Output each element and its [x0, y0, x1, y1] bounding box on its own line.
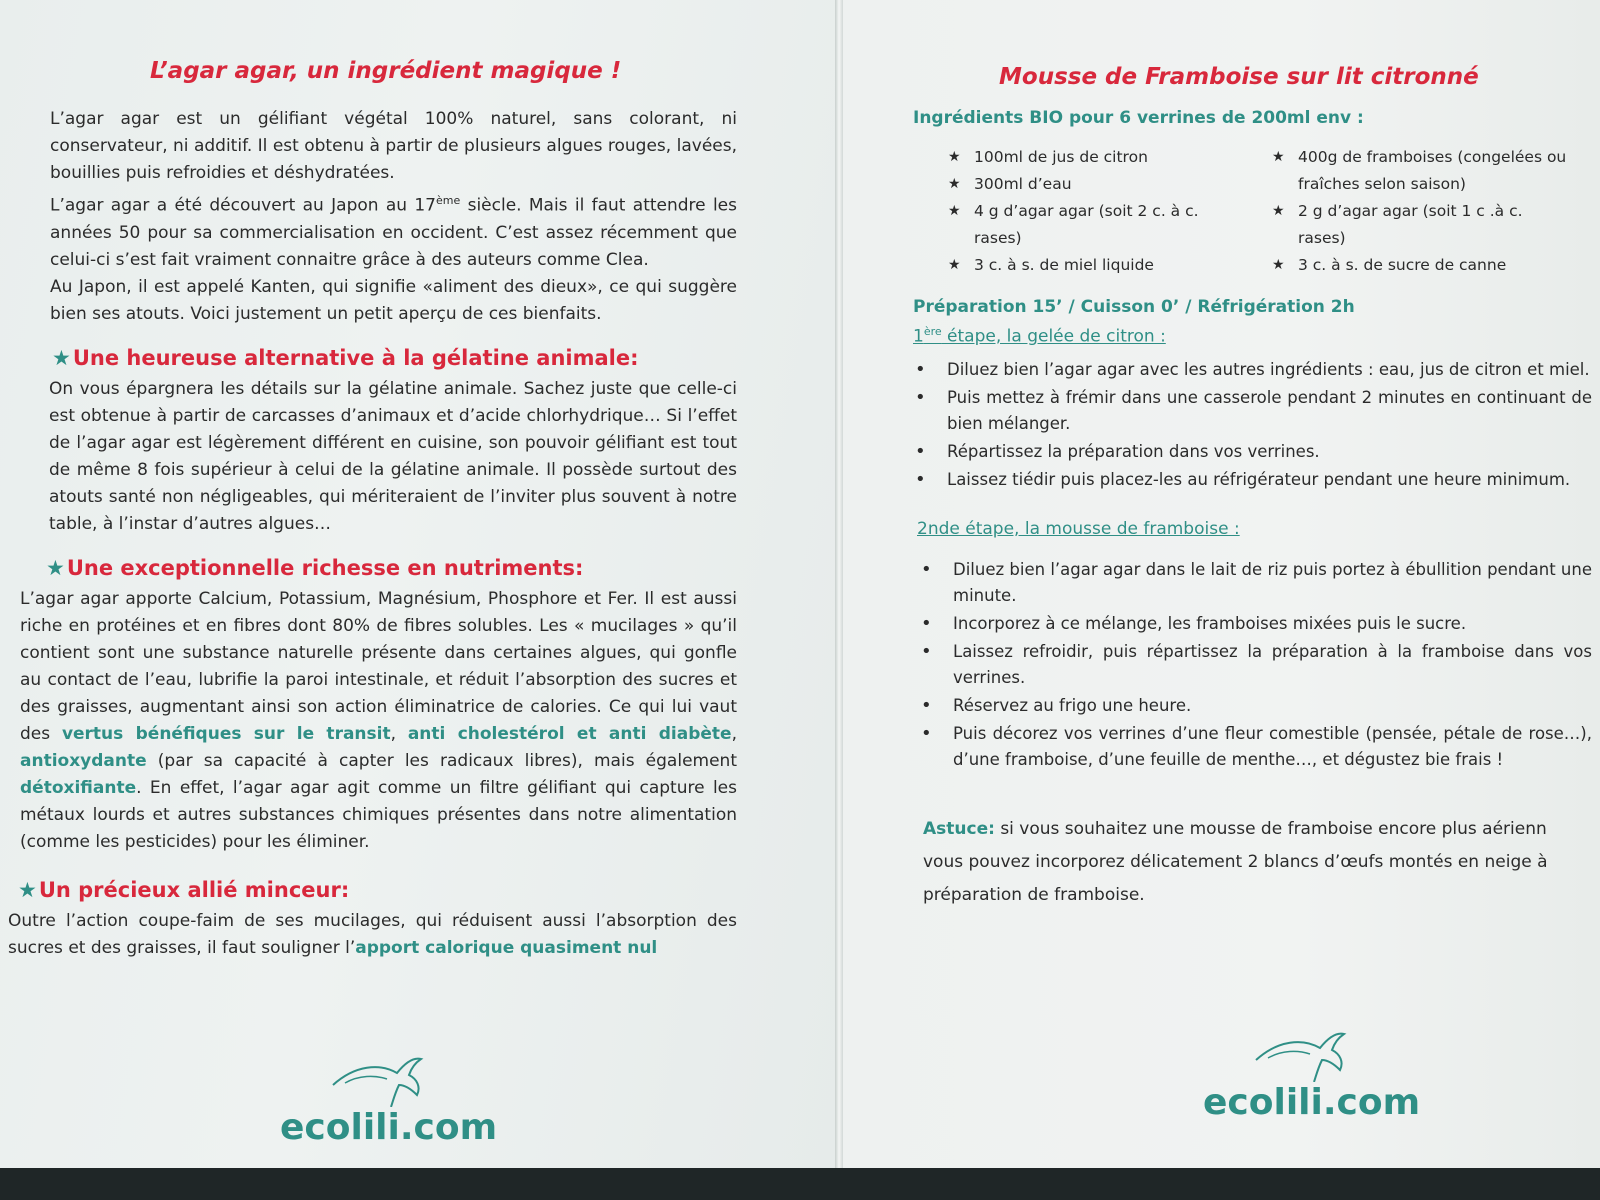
bottom-shadow: [0, 1168, 1600, 1200]
text-run: ,: [390, 723, 408, 744]
ingredient-text: 300ml d’eau: [974, 175, 1072, 193]
step1-number: 1: [913, 326, 924, 347]
star-icon: ★: [1272, 257, 1285, 273]
section-heading-text: Un précieux allié minceur:: [38, 877, 350, 902]
left-logo: [280, 1045, 498, 1148]
highlight-calorique: apport calorique quasiment nul: [355, 937, 658, 958]
section-text-minceur: [8, 908, 737, 962]
ingredient-item: [948, 198, 1248, 252]
ingredient-item: [1272, 252, 1572, 279]
intro-text-a: L’agar agar a été découvert au Japon au 17: [50, 195, 436, 216]
step1-heading: [913, 325, 1592, 347]
list-item: • Puis mettez à frémir dans une casserole pendant 2 minutes en continuant de bien mélanger.: [913, 385, 1592, 437]
ingredient-item: [948, 144, 1248, 171]
section-heading-nutriments: [18, 556, 737, 580]
star-icon: ★: [52, 345, 71, 370]
section-heading-text: Une heureuse alternative à la gélatine animale:: [72, 345, 639, 370]
step1-superscript: ère: [923, 325, 942, 338]
highlight-transit: vertus bénéfiques sur le transit: [61, 723, 391, 744]
intro-paragraph-1: L’agar agar est un gélifiant végétal 100% naturel, sans colorant, ni conservateur, ni additif. Il est obtenu à partir de plusieurs algues rouges, lavées, bouillies puis refroidies et déshydratées.: [50, 109, 737, 183]
page-gutter: [835, 0, 843, 1185]
list-item: • Diluez bien l’agar agar avec les autres ingrédients : eau, jus de citron et miel.: [913, 357, 1592, 383]
right-logo: [1203, 1020, 1421, 1123]
ingredient-text: 4 g d’agar agar (soit 2 c. à c. rases): [974, 202, 1199, 247]
astuce-tip: [923, 813, 1592, 912]
intro-text-b: siècle. Mais il faut attendre les années 50 pour sa commercialisation en occident. C’est assez récemment que celui-ci s’est fait vraiment connaitre grâce à des auteurs comme Clea.: [50, 195, 737, 270]
ingredients-grid: [948, 144, 1592, 279]
ingredient-text: 3 c. à s. de miel liquide: [974, 256, 1154, 274]
section-text-nutriments: [18, 586, 737, 856]
ingredients-column-raspberry: [1272, 144, 1572, 279]
ingredient-item: [1272, 198, 1572, 252]
star-icon: ★: [948, 149, 961, 165]
intro-paragraph-2: [18, 187, 737, 274]
ingredients-title: Ingrédients BIO pour 6 verrines de 200ml env :: [913, 108, 1364, 128]
logo-text: ecolili.com: [1203, 1082, 1421, 1123]
preparation-times: Préparation 15’ / Cuisson 0’ / Réfrigération 2h: [913, 297, 1355, 317]
step2-heading: 2nde étape, la mousse de framboise :: [917, 518, 1240, 539]
star-icon: ★: [948, 257, 961, 273]
list-item: • Incorporez à ce mélange, les framboises mixées puis le sucre.: [919, 611, 1592, 637]
list-item: • Puis décorez vos verrines d’une fleur comestible (pensée, pétale de rose…), d’une framboise, d’une feuille de menthe…, et dégustez bie frais !: [919, 721, 1592, 773]
star-icon: ★: [1272, 149, 1285, 165]
astuce-text: si vous souhaitez une mousse de framboise encore plus aérienn vous pouvez incorporez délicatement 2 blancs d’œufs montés en neige à préparation de framboise.: [923, 818, 1548, 905]
text-run: L’agar agar apporte Calcium, Potassium, Magnésium, Phosphore et Fer. Il est aussi riche en protéines et en fibres dont 80% de fibres solubles. Les « mucilages » qu’il contient sont une substance naturelle présente dans certaines algues, qui gonfle au contact de l’eau, lubrifie la paroi intestinale, et réduit l’absorption des sucres et des graisses, augmentant ainsi son action éliminatrice de calories. Ce qui lui vaut des: [20, 588, 737, 744]
ingredient-item: [948, 252, 1248, 279]
ingredient-item: [948, 171, 1248, 198]
hummingbird-logo-icon: [325, 1045, 435, 1107]
star-icon: ★: [948, 176, 961, 192]
section-heading-minceur: [18, 878, 737, 902]
star-icon: ★: [46, 555, 65, 580]
star-icon: ★: [948, 203, 961, 219]
ingredient-text: 3 c. à s. de sucre de canne: [1298, 256, 1507, 274]
list-item: • Laissez tiédir puis placez-les au réfrigérateur pendant une heure minimum.: [913, 467, 1592, 493]
text-run: ,: [731, 723, 737, 744]
list-item: • Répartissez la préparation dans vos verrines.: [913, 439, 1592, 465]
ingredients-column-lemon: [948, 144, 1248, 279]
highlight-cholesterol: anti cholestérol et anti diabète: [407, 723, 732, 744]
section-heading-gelatine: [18, 346, 737, 370]
step1-text: étape, la gelée de citron :: [941, 326, 1166, 347]
right-page: [843, 0, 1600, 1185]
text-run: (par sa capacité à capter les radicaux libres), mais également: [146, 750, 737, 771]
hummingbird-logo-icon: [1248, 1020, 1358, 1082]
list-item: • Diluez bien l’agar agar dans le lait de riz puis portez à ébullition pendant une minute.: [919, 557, 1592, 609]
ingredient-text: 2 g d’agar agar (soit 1 c .à c. rases): [1298, 202, 1523, 247]
step2-list: [913, 557, 1592, 773]
recipe-title: Mousse de Framboise sur lit citronné: [999, 64, 1479, 90]
section-heading-text: Une exceptionnelle richesse en nutriments:: [66, 555, 584, 580]
ingredient-item: [1272, 144, 1572, 198]
intro-paragraph-3: Au Japon, il est appelé Kanten, qui signifie «aliment des dieux», ce qui suggère bien ses atouts. Voici justement un petit aperçu de ces bienfaits.: [50, 276, 737, 324]
text-run: Outre l’action coupe-faim de ses mucilages, qui réduisent aussi l’absorption des sucres et des graisses, il faut souligner l’: [8, 910, 737, 958]
list-item: • Réservez au frigo une heure.: [919, 693, 1592, 719]
step1-list: [913, 357, 1592, 493]
left-page-title: L’agar agar, un ingrédient magique !: [150, 58, 622, 84]
highlight-antioxydante: antioxydante: [20, 750, 147, 771]
section-text-gelatine: On vous épargnera les détails sur la gélatine animale. Sachez juste que celle-ci est obtenue à partir de carcasses d’animaux et d’acide chlorhydrique… Si l’effet de l’agar agar est légèrement différent en cuisine, son pouvoir gélifiant est tout de même 8 fois supérieur à celui de la gélatine animale. Il possède surtout des atouts santé non négligeables, qui mériteraient de l’inviter plus souvent à notre table, à l’instar d’autres algues…: [49, 378, 737, 534]
star-icon: ★: [1272, 203, 1285, 219]
ingredient-text: 100ml de jus de citron: [974, 148, 1148, 166]
logo-text: ecolili.com: [280, 1107, 498, 1148]
intro-superscript: ème: [436, 194, 461, 207]
text-run: . En effet, l’agar agar agit comme un filtre gélifiant qui capture les métaux lourds et autres substances chimiques présentes dans notre alimentation (comme les pesticides) pour les éliminer.: [20, 777, 737, 852]
star-icon: ★: [18, 877, 37, 902]
astuce-label: Astuce:: [923, 818, 995, 839]
ingredient-text: 400g de framboises (congelées ou fraîches selon saison): [1298, 148, 1567, 193]
highlight-detoxifiante: détoxifiante: [20, 777, 137, 798]
list-item: • Laissez refroidir, puis répartissez la préparation à la framboise dans vos verrines.: [919, 639, 1592, 691]
